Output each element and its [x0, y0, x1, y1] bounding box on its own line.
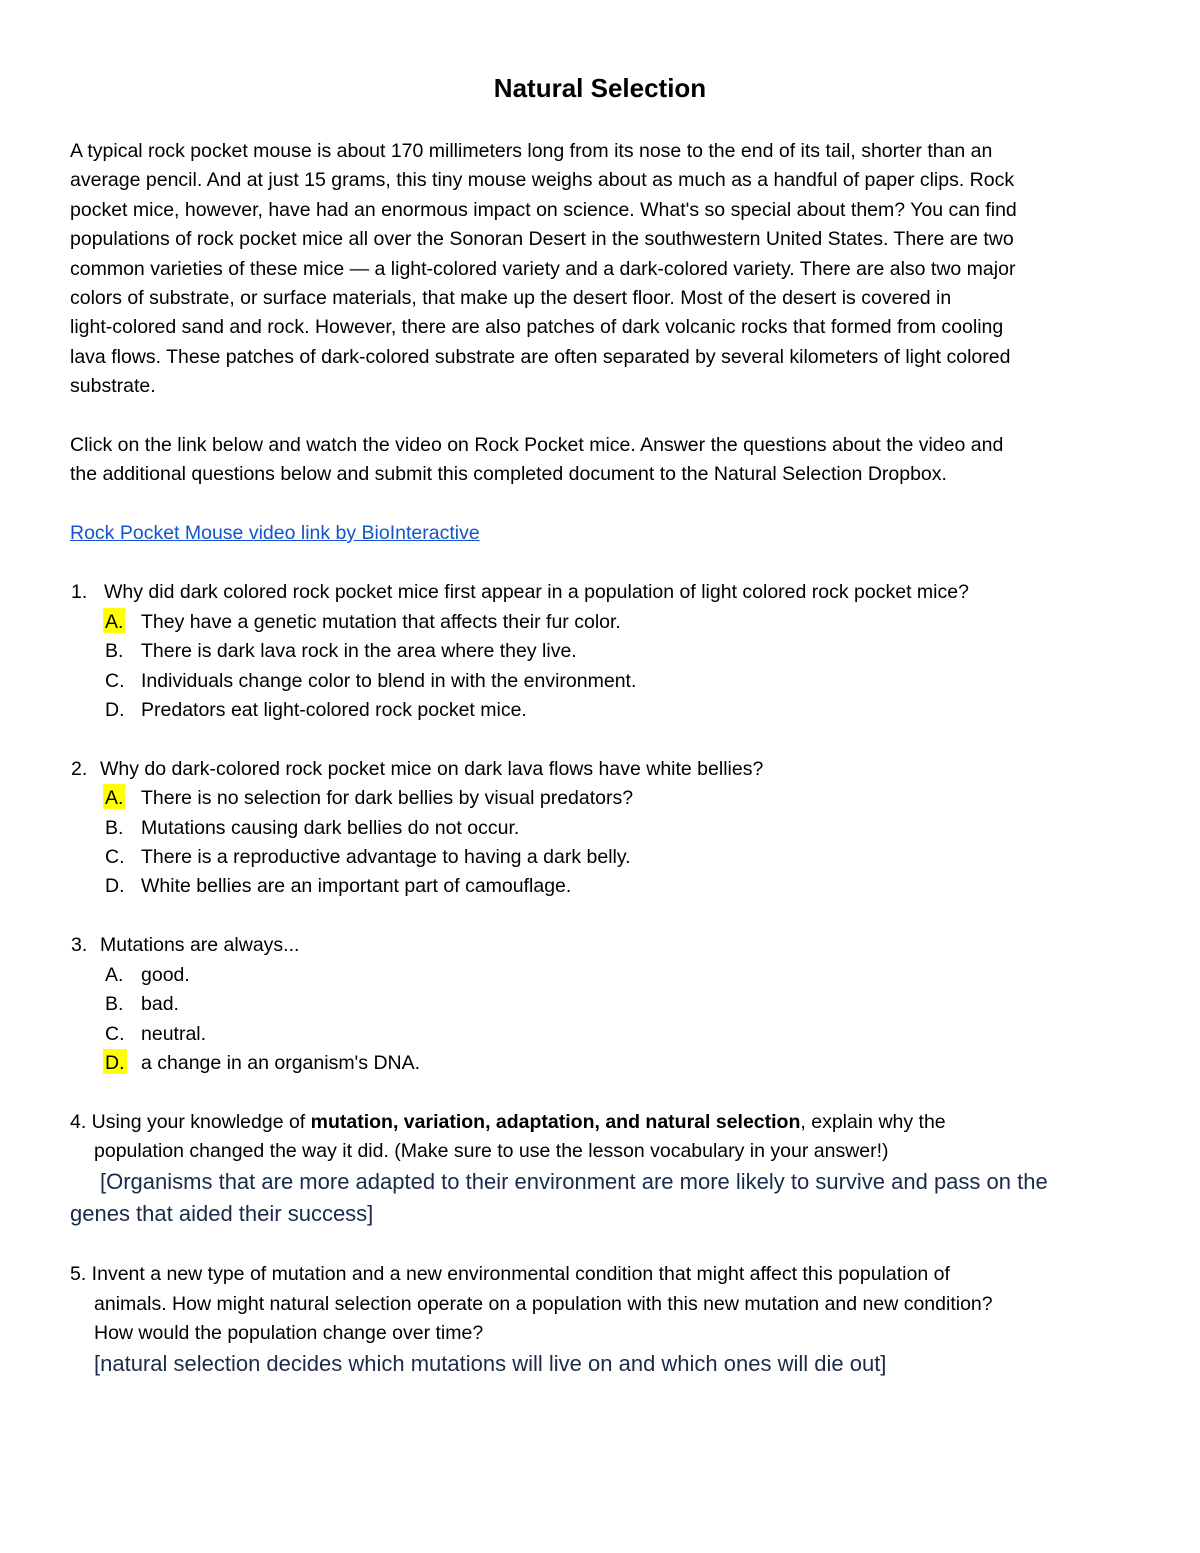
option-letter-highlighted: A. — [103, 608, 125, 633]
intro-paragraph — [70, 137, 1130, 402]
question-number: 1. — [71, 581, 88, 603]
option-text: There is a reproductive advantage to having a dark belly. — [141, 846, 631, 868]
intro-line: populations of rock pocket mice all over the Sonoran Desert in the southwestern United States. There are two — [70, 228, 1014, 251]
answer-text-continued[interactable]: genes that aided their success] — [70, 1201, 374, 1226]
instructions-paragraph — [70, 431, 1130, 490]
option-letter-highlighted: D. — [103, 1049, 127, 1074]
question-number: 2. — [71, 758, 88, 780]
question-text-continued: population changed the way it did. (Make sure to use the lesson vocabulary in your answer!) — [94, 1140, 889, 1162]
option-text: a change in an organism's DNA. — [141, 1052, 421, 1074]
question-text: 4. Using your knowledge of mutation, variation, adaptation, and natural selection, explain why the — [70, 1111, 946, 1133]
option-letter: B. — [105, 817, 124, 839]
option-text: bad. — [141, 993, 179, 1015]
option-letter: D. — [105, 699, 125, 721]
option-letter: B. — [105, 640, 124, 662]
option-letter: B. — [105, 993, 124, 1015]
instructions-line: the additional questions below and submit this completed document to the Natural Selection Dropbox. — [70, 463, 947, 486]
intro-line: pocket mice, however, have had an enormous impact on science. What's so special about them? You can find — [70, 198, 1017, 221]
question-text: Mutations are always... — [100, 934, 300, 956]
option-text: Individuals change color to blend in with the environment. — [141, 670, 637, 692]
question-number: 3. — [71, 934, 88, 956]
option-text: neutral. — [141, 1023, 207, 1045]
option-letter: A. — [105, 964, 124, 986]
option-text: good. — [141, 964, 190, 986]
option-text: White bellies are an important part of camouflage. — [141, 875, 572, 897]
option-text: Predators eat light-colored rock pocket mice. — [141, 699, 527, 721]
option-letter: C. — [105, 846, 125, 868]
intro-line: average pencil. And at just 15 grams, this tiny mouse weighs about as much as a handful of paper clips. Rock — [70, 169, 1015, 192]
intro-line: substrate. — [70, 375, 156, 398]
page-title: Natural Selection — [493, 73, 707, 103]
intro-line: lava flows. These patches of dark-colored substrate are often separated by several kilometers of light colored — [70, 345, 1011, 368]
intro-line: common varieties of these mice — a light-colored variety and a dark-colored variety. There are also two major — [70, 257, 1016, 280]
option-letter: C. — [105, 670, 125, 692]
answer-text[interactable]: [Organisms that are more adapted to their environment are more likely to survive and pass on the — [100, 1169, 1048, 1194]
instructions-line: Click on the link below and watch the video on Rock Pocket mice. Answer the questions about the video and — [70, 434, 1004, 456]
question-text: Why do dark-colored rock pocket mice on dark lava flows have white bellies? — [100, 758, 764, 780]
option-text: There is no selection for dark bellies by visual predators? — [141, 787, 634, 809]
option-text: Mutations causing dark bellies do not occur. — [141, 817, 520, 839]
option-text: They have a genetic mutation that affects their fur color. — [141, 611, 621, 633]
option-text: There is dark lava rock in the area where they live. — [141, 640, 577, 662]
option-letter: C. — [105, 1023, 125, 1045]
answer-text[interactable]: [natural selection decides which mutations will live on and which ones will die out] — [94, 1351, 887, 1376]
question-text: Why did dark colored rock pocket mice first appear in a population of light colored rock pocket mice? — [104, 581, 969, 603]
question-text: 5. Invent a new type of mutation and a new environmental condition that might affect this population of — [70, 1263, 950, 1285]
video-link[interactable]: Rock Pocket Mouse video link by BioInteractive — [70, 522, 480, 544]
option-letter-highlighted: A. — [103, 784, 125, 809]
vocabulary-terms: mutation, variation, adaptation, and natural selection — [310, 1111, 801, 1133]
option-letter: D. — [105, 875, 125, 897]
question-text-continued: How would the population change over time? — [94, 1322, 484, 1344]
question-text-continued: animals. How might natural selection operate on a population with this new mutation and new condition? — [94, 1293, 993, 1315]
intro-line: colors of substrate, or surface materials, that make up the desert floor. Most of the desert is covered in — [70, 287, 952, 310]
intro-line: A typical rock pocket mouse is about 170 millimeters long from its nose to the end of its tail, shorter than an — [70, 140, 993, 162]
intro-line: light-colored sand and rock. However, there are also patches of dark volcanic rocks that formed from cooling — [70, 316, 1004, 339]
